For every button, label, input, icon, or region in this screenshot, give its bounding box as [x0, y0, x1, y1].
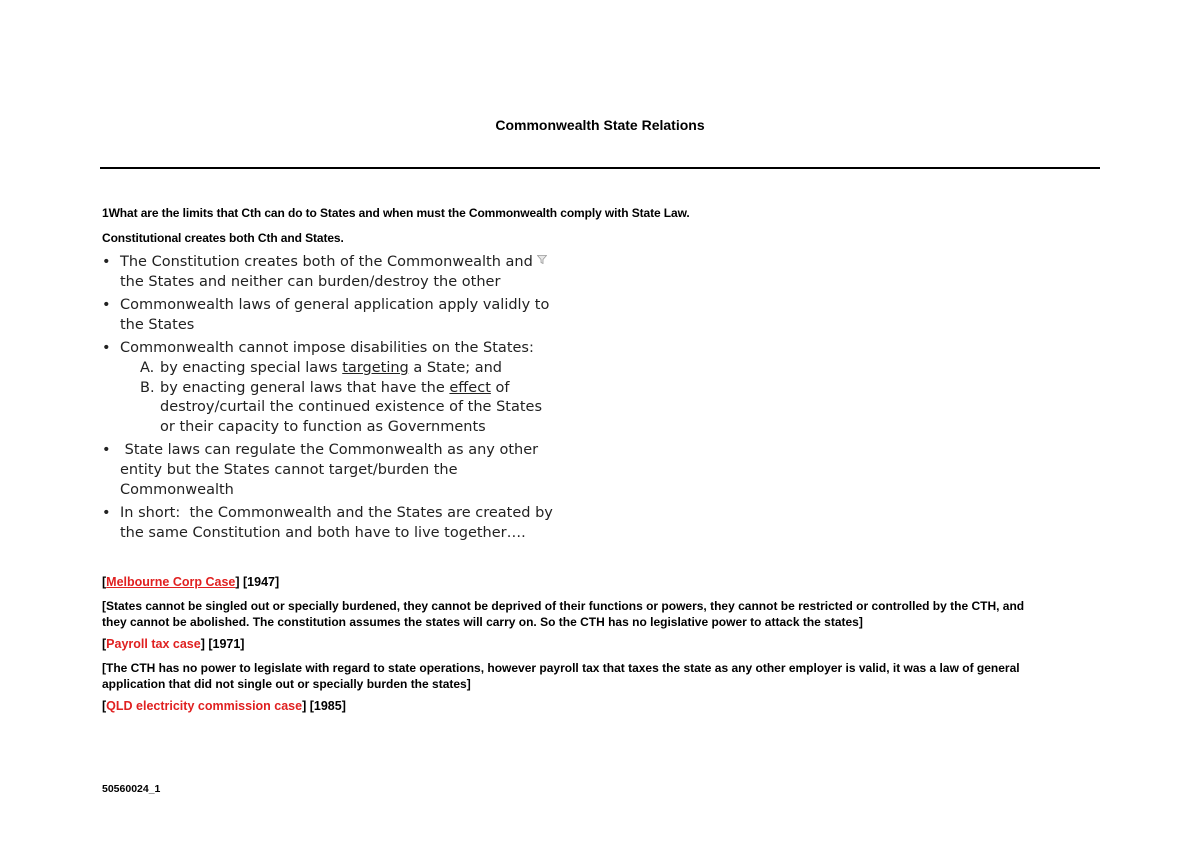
- case-name-qld-electricity: QLD electricity commission case: [106, 699, 303, 713]
- intro-text: Constitutional creates both Cth and States.: [102, 231, 344, 245]
- slide-bullet-1: [100, 253, 560, 292]
- slide-bullet-5-line-1: In short: the Commonwealth and the States are created by: [120, 505, 553, 522]
- case-description-payroll: [The CTH has no power to legislate with regard to state operations, however payroll tax that taxes the state as any other employer is valid, it was a law of general application that did not single out or specially burden the states]: [102, 661, 1020, 691]
- slide-bullet-2-line-2: the States: [120, 316, 195, 333]
- case-year: [1985]: [309, 699, 346, 713]
- case-description-melbourne: [States cannot be singled out or specially burdened, they cannot be deprived of their functions or powers, they cannot be restricted or controlled by the CTH, and they cannot be abolished. The constitution assumes the states will carry on. So the CTH has no legislative power to attack the states]: [102, 599, 1025, 629]
- slide-bullet-2: [100, 296, 560, 335]
- subitem-a-text-end: a State; and: [408, 359, 503, 376]
- slide-subitem-b: [120, 379, 560, 438]
- subitem-b-line-3: or their capacity to function as Governments: [160, 418, 486, 435]
- bullet-dot: •: [102, 254, 111, 270]
- bullet-dot: •: [102, 340, 111, 357]
- case-link-melbourne-corp[interactable]: Melbourne Corp Case: [106, 575, 236, 589]
- slide-bullet-4: [100, 441, 560, 500]
- slide-subitem-a: [120, 359, 560, 379]
- question-text: 1What are the limits that Cth can do to States and when must the Commonwealth comply with State Law.: [102, 206, 690, 220]
- subitem-b-text-end: of: [490, 379, 510, 396]
- slide-bullet-4-line-2: entity but the States cannot target/burden the: [120, 461, 458, 478]
- filter-icon: [537, 255, 547, 264]
- subitem-b-line-2: destroy/curtail the continued existence of the States: [160, 399, 543, 416]
- subitem-letter-b: B.: [140, 379, 155, 396]
- subitem-b-underlined: effect: [449, 379, 491, 396]
- case-name-payroll-tax: Payroll tax case: [106, 637, 201, 651]
- slide-bullet-5: [100, 504, 560, 543]
- slide-bullet-5-line-2: the same Constitution and both have to live together….: [120, 524, 526, 541]
- case-year: [1971]: [208, 637, 245, 651]
- slide-bullet-4-line-1: State laws can regulate the Commonwealth as any other: [120, 442, 539, 459]
- header-divider: [100, 167, 1100, 169]
- slide-bullet-3-line-1: Commonwealth cannot impose disabilities on the States:: [120, 340, 534, 357]
- bullet-dot: •: [102, 442, 111, 459]
- subitem-a-underlined: targeting: [342, 359, 409, 376]
- page-title: Commonwealth State Relations: [495, 117, 705, 133]
- subitem-b-text: by enacting general laws that have the: [160, 379, 450, 396]
- slide-bullet-1-line-1: The Constitution creates both of the Commonwealth and: [120, 254, 533, 270]
- bullet-dot: •: [102, 505, 111, 522]
- subitem-letter-a: A.: [140, 359, 155, 376]
- slide-bullet-4-line-3: Commonwealth: [120, 481, 234, 498]
- slide-bullet-3: [100, 339, 560, 437]
- bullet-dot: •: [102, 297, 111, 314]
- case-heading-payroll: [Payroll tax case] [1971]: [102, 637, 245, 651]
- footer-code: 50560024_1: [102, 783, 161, 795]
- subitem-a-text: by enacting special laws: [160, 359, 343, 376]
- case-heading-melbourne: [Melbourne Corp Case] [1947]: [102, 575, 280, 589]
- slide-image: [100, 253, 560, 547]
- case-year: [1947]: [243, 575, 280, 589]
- case-heading-qld: [QLD electricity commission case] [1985]: [102, 699, 346, 713]
- slide-bullet-1-line-2: the States and neither can burden/destroy the other: [120, 273, 501, 290]
- slide-bullet-2-line-1: Commonwealth laws of general application apply validly to: [120, 297, 550, 314]
